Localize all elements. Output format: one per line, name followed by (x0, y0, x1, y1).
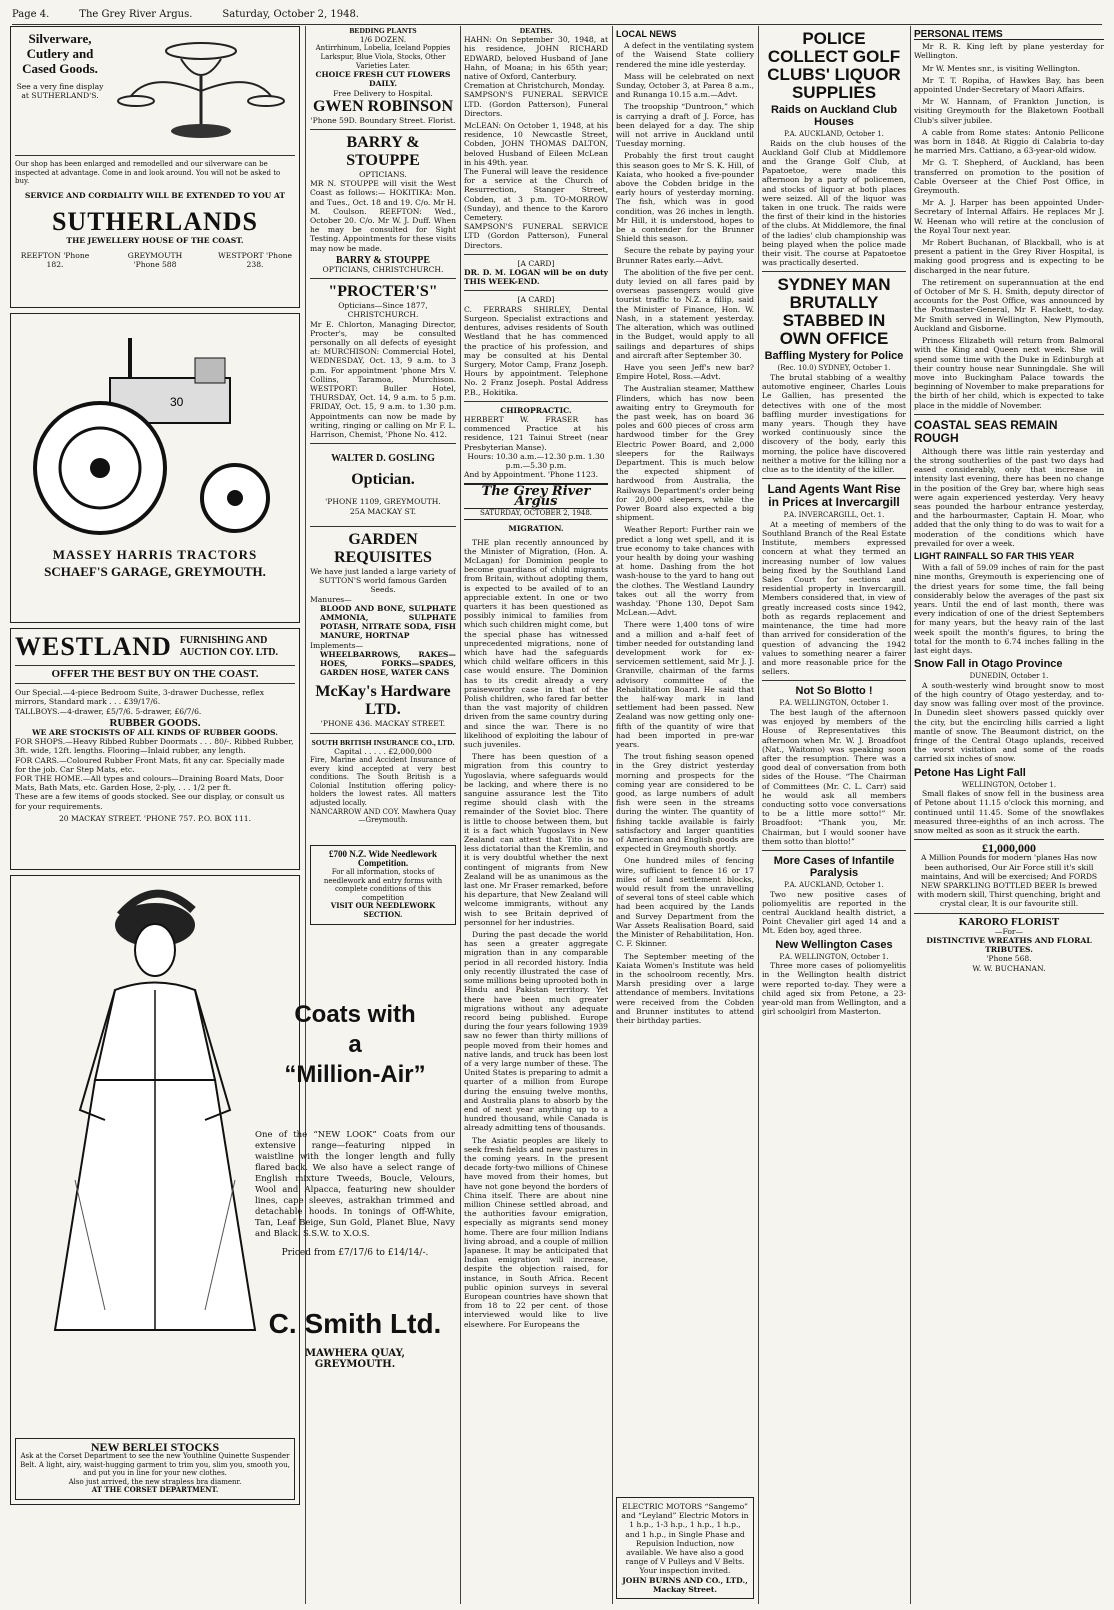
snow-otago-body: A south-westerly wind brought snow to most of the high country of Otago yesterday, and to-day snow was falling over most of the province. In Dunedin sleet showers passed quickly over the city, but the encircling hills carried a light mantle of snow. The Beaumont district, on the fringe of the Central Otago uplands, received the worst visitation and some of the roads carried six inches of snow. (914, 680, 1104, 764)
local-news-item: The troopship “Duntroon,” which is carrying a draft of J. Force, has been delayed for a day. The ship will not arrive in Auckland until Tuesday morning. (616, 102, 754, 149)
westland-ad (10, 628, 300, 870)
migration-para: THE plan recently announced by the Minister of Migration, (Hon. A. McLagan) for Dominion people to become guardians of child migrants from Britain, without adopting them, is expected to be availed of to an appreciable extent. In one or two quarters it has been questioned as possibly inimical to families from which such children might come, but the special phase has witnessed unprecedented migrations, none of which have had the safeguards which child welfare officers in this case would ensure. The Dominion has to its credit already a very praiseworthy case in that of the Polish children, who fared far better than the vast majority of children driven from the same country during and since the war. There is no likelihood of exploiting the labour of such juveniles. (464, 537, 608, 750)
coastal-seas-body: Although there was little rain yesterday and the strong southerlies of the past two days had eased considerably, only that increase in intensity last evening, there has been no change in the position of the Grey bar, where high seas were again experienced yesterday. Very heavy seas pounded the harbour entrance yesterday, and the harbourmaster, Captain H. Moar, who added that the only thing to do was to wait for a moderation of the conditions which have prevailed for over a week. (914, 446, 1104, 548)
silverware-title: Silverware, Cutlery and Cased Goods. (22, 31, 98, 76)
land-agents-headline: Land Agents Want Rise in Prices at Invercargill (767, 482, 901, 510)
migration-title: MIGRATION. (508, 524, 564, 534)
rubber-stockists: WE ARE STOCKISTS OF ALL KINDS OF RUBBER GOODS. (32, 728, 278, 738)
westland-special: Our Special.—4-piece Bedroom Suite, 3-drawer Duchesse, reflex mirrors, Standard mark . . . £39/17/6. (15, 688, 265, 707)
local-news-item: Mass will be celebrated on next Sunday, October 3, at Parea 8 a.m., and Runanga 10.15 a.m.—Advt. (616, 71, 754, 100)
local-news-item: Probably the first trout caught this season goes to Mr S. K. Hill, of Kaiata, who hooked a five-pounder above the Cobden bridge in the early hours of yesterday morning. The fish, which was in good condition, was 26 inches in length. Mr Hill, it is understood, hopes to be a contender for the Brunner Shield this season. (616, 151, 754, 244)
electric-motors-ad (616, 1497, 754, 1599)
c-smith-street: MAWHERA QUAY, (305, 1348, 405, 1359)
petone-headline: Petone Has Light Fall (914, 766, 1026, 779)
local-news-item: There were 1,400 tons of wire and a million and a-half feet of timber needed for outstanding land development work for ex-servicemen settlement, said Mr J. J. Granville, chairman of the farms advisory committee of the Rehabilitation Board. He said that the half-way mark in land settlement had been passed. New Zealand was now getting only one-fifth of the quantity of wire that had been imported in pre-war years. (616, 620, 754, 750)
migration-para: There has been question of a migration from this country to Yugoslavia, where safeguards would be lacking, and where there is no sanguine assurance lest the Tito regime should clash with the remainder of the Soviet bloc. There is little to choose between them, but it is a fact which Yugoslavs in New Zealand can attest that Tito is no less dictatorial than the Kremlin, and it is very doubtful whether the next contingent of migrants from New Zealand will be as unanimous as the last one. Mr Fraser remarked, before his departure, that New Zealand will welcome immigrants, without any wish to see Britain deprived of personnel for her industries. (464, 752, 608, 927)
chiropractic-appt: And by Appointment. 'Phone 1123. (464, 470, 599, 480)
column-rule (460, 26, 461, 1604)
branch-reefton: REEFTON 'Phone 182. (20, 251, 90, 270)
procters-sub: Opticians—Since 1877, CHRISTCHURCH. (338, 301, 428, 320)
page-number: Page 4. (12, 8, 50, 20)
berlei-box (15, 1438, 295, 1500)
column-rule (910, 26, 911, 1604)
sydney-subhead: Baffling Mystery for Police (764, 350, 904, 363)
westland-tallboys: TALLBOYS.—4-drawer, £5/7/6. 5-drawer, £6/7/6. (15, 706, 202, 716)
garden-requisites-ad (310, 531, 456, 729)
berlei-title: NEW BERLEI STOCKS (90, 1439, 220, 1454)
schaefs-garage: SCHAEF'S GARAGE, GREYMOUTH. (44, 564, 266, 580)
chiropractic-hours: Hours: 10.30 a.m.—12.30 p.m. 1.30 p.m.—5.30 p.m. (467, 451, 605, 470)
coastal-seas-headline: COASTAL SEAS REMAIN ROUGH (914, 417, 1058, 445)
implements-list: WHEELBARROWS, RAKES—HOES, FORKS—SPADES, GARDEN HOSE, WATER CANS (320, 649, 456, 678)
snow-otago-dateline: DUNEDIN, October 1. (969, 672, 1049, 681)
barry-stouppe-body: MR N. STOUPPE will visit the West Coast as follows:— HOKITIKA: Mon. and Tues., Oct. 18 and 19. C/o. Mr H. M. Coulson. REEFTON: Wed., October 20. C/o. Mr W. J. Duff. When he may be consulted for Sight Testing. Appointments for these visits may now be made. (310, 179, 456, 253)
death-hahn: HAHN: On September 30, 1948, at his residence, JOHN RICHARD EDWARD, beloved Husband of Jane Hahn, of Moana; in his 65th year; native of Oxford, Canterbury. (464, 35, 608, 82)
berlei-dept: AT THE CORSET DEPARTMENT. (91, 1485, 219, 1495)
bedding-cut-flowers: CHOICE FRESH CUT FLOWERS DAILY. (315, 70, 451, 89)
karoro-florist-ad (914, 915, 1104, 973)
rubber-shops: FOR SHOPS.—Heavy Ribbed Rubber Doormats . . . 80/-. Ribbed Rubber, 3ft. wide, 12ft. lengths. Flooring—Inlaid rubber, any length. (15, 737, 294, 756)
local-news-item: Weather Report: Further rain we predict a long wet spell, and it is true economy to take chances with your health by doing your washing at home. Dashing from the hot wash-house to the yard to hang out the clothes. The Westland Laundry takes out all the worry from washday. 'Phone 130, Depot Sam McLean.—Advt. (616, 525, 754, 618)
karoro-phone: 'Phone 568. (986, 954, 1032, 964)
bedding-list: Antirrhinum, Lobelia, Iceland Poppies Larkspur, Blue Viola, Stocks, Other Varieties Later. (315, 44, 451, 70)
personal-item: Mr W. Hannam, of Frankton Junction, is visiting Greymouth for the Blaketown Football Club's silver jubilee. (914, 97, 1104, 125)
police-headline: POLICE COLLECT GOLF CLUBS' LIQUOR SUPPLIES (767, 29, 901, 102)
gosling-phone: 'PHONE 1109, GREYMOUTH. (325, 497, 441, 507)
wellington-cases-dateline: P.A. WELLINGTON, October 1. (779, 952, 889, 961)
personal-item: Mr W. Mentes snr., is visiting Wellington. (922, 63, 1081, 73)
gosling-name: WALTER D. GOSLING (331, 453, 435, 465)
blotto-headline: Not So Blotto ! (795, 685, 873, 698)
insurance-name: SOUTH BRITISH INSURANCE CO., LTD. (311, 737, 455, 747)
blotto-body: The best laugh of the afternoon was enjoyed by members of the House of Representatives this afternoon when Mr. W. J. Broadfoot (Nat., Waitomo) was speaking soon after the resumption. There was a good deal of conversation from both sides of the House. “The Chairman of Committees (Mr. C. L. Carr) said he would ask all members conducting sotto voce conversations to be a little more sotto!” Mr. Broadfoot: “Thank you, Mr. Chairman, but I would sooner have them sotto than blotto!” (762, 707, 906, 846)
police-subhead: Raids on Auckland Club Houses (770, 104, 898, 128)
barry-stouppe-role-2: OPTICIANS, CHRISTCHURCH. (322, 265, 444, 275)
branch-greymouth: GREYMOUTH 'Phone 588 (127, 251, 183, 270)
personal-item: Mr A. J. Harper has been appointed Under-Secretary of Internal Affairs. He replaces Mr J. W. Heenan who will retire at the conclusion of the Royal Tour next year. (914, 198, 1104, 235)
berlei-body: Ask at the Corset Department to see the new Youthline Quinette Suspender Belt. A light, airy, waist-hugging garment to trim you, slim you, smooth you, and put you in line for your new clothes. (20, 1452, 290, 1478)
electric-motors-body: ELECTRIC MOTORS “Sangemo” and “Leyland” Electric Motors in 1 h.p., 1-3 h.p., 1 h.p., 1 h.p., and 1 h.p., in Single Phase and Repulsion Induction, now available. We have also a good range of V Pulleys and V Belts. Your inspection invited. (621, 1501, 749, 1576)
needlework-body: For all information, stocks of needlework and entry forms with complete conditions of this competition (323, 868, 443, 902)
silver-epergne-illustration (111, 31, 291, 151)
garden-title: GARDEN REQUISITES (334, 530, 432, 566)
massey-harris-title: MASSEY HARRIS TRACTORS (52, 547, 258, 563)
bedding-plants-ad (310, 26, 456, 125)
local-news-title: LOCAL NEWS (616, 29, 677, 39)
death-sampson-2: SAMPSON'S FUNERAL SERVICE LTD (Gordon Patterson), Funeral Directors. (464, 222, 608, 250)
wellington-cases-body: Three more cases of poliomyelitis in the Wellington health district were reported to-day. They were a child aged six from Petone, a 23-year-old man from Wellington, and a girl schoolgirl from Masterton. (762, 961, 906, 1017)
gwen-address: 'Phone 59D. Boundary Street. Florist. (310, 115, 456, 125)
column-3 (464, 26, 608, 1604)
million-title: £1,000,000 (982, 841, 1036, 856)
police-dateline: P.A. AUCKLAND, October 1. (784, 130, 884, 138)
sutherlands-name: SUTHERLANDS (51, 206, 259, 236)
sydney-dateline: (Rec. 10.0) SYDNEY, October 1. (777, 364, 891, 373)
local-news-item: The abolition of the five per cent. duty levied on all fares paid by overseas passengers would give tourist traffic to N.Z. a fillip, said the Minister of Finance, Hon. W. Nash, in a statement yesterday. The alteration, which was outlined in the Budget, would apply to all sailings and departures of ships and aircraft after September 30. (616, 267, 754, 360)
card-2-title: [A CARD] (517, 295, 555, 305)
c-smith-name: C. Smith Ltd. (268, 1308, 442, 1339)
barry-stouppe-name-2: BARRY & STOUPPE (335, 254, 431, 266)
personal-item: Mr R. R. King left by plane yesterday for Wellington. (914, 42, 1104, 61)
tractor-illustration (20, 318, 290, 548)
column-rule (758, 26, 759, 1604)
branch-westport: WESTPORT 'Phone 238. (217, 251, 293, 270)
paper-name: The Grey River Argus. (79, 8, 193, 20)
chiropractic-title: CHIROPRACTIC. (500, 405, 572, 415)
insurance-agents: NANCARROW AND COY. Mawhera Quay—Greymouth. (310, 807, 456, 825)
svg-text:30: 30 (170, 395, 184, 409)
death-mclean-funeral: The Funeral will leave the residence for a service at the Church of Resurrection, Stanger Street, Cobden, at 3 p.m. TO-MORROW (Sunday), and thence to the Karoro Cemetery. (464, 167, 608, 223)
needlework-ad (310, 845, 456, 925)
needlework-title: £700 N.Z. Wide Needlework Competition. (329, 848, 437, 868)
westland-name: WESTLAND (15, 632, 172, 661)
coats-ad (255, 990, 455, 1550)
migration-para: During the past decade the world has seen a greater aggregate migration than in any comparable period in all recorded history. India only recently illustrated the case of some millions being uprooted both in Hindu and Pakistan territory. Yet there have been much greater migrations without any adequate record being published. Europe during the four years following 1939 saw no fewer than thirty millions of people moved from their homes and native lands, and truck has been lost of a very large number of these. The United States is preparing to admit a quarter of a million from Europe during the ensuing twelve months, and Australia plans to absorb by the end of next year anything up to a hundred thousand, while Canada is already admitting tens of thousands. (464, 930, 608, 1133)
rainfall-headline: LIGHT RAINFALL SO FAR THIS YEAR (914, 550, 1075, 561)
coats-body: One of the “NEW LOOK” Coats from our extensive range—featuring nipped in waistline with the longer length and fully flared back. We also have a select range of English mixture Tweeds, Boucle, Velours, Wool and Alpacca, featuring new shoulder lines, cape sleeves, astrakhan trimmed and detachable hoods. In tonings of Off-White, Tan, Leaf Beige, Sun Gold, Planet Blue, Navy and Black. S.S.W. to X.O.S. (255, 1130, 455, 1239)
snow-otago-headline: Snow Fall in Otago Province (914, 658, 1063, 671)
chiropractic-body: HERBERT W. FRASER has commenced Practice at his residence, 121 Tainui Street (near Presbyterian Manse). (464, 414, 608, 452)
rubber-home: FOR THE HOME.—All types and colours—Draining Board Mats, Door Mats, Bath Mats, etc. Garden Hose, 2-ply, . . . 1/2 per ft. (15, 774, 284, 793)
editorial-masthead: The Grey River Argus (464, 483, 608, 508)
death-sampson-1: SAMPSON'S FUNERAL SERVICE LTD. (Gordon Patterson), Funeral Directors. (464, 90, 608, 118)
page-date: Saturday, October 2, 1948. (222, 8, 359, 20)
gosling-ad (310, 448, 456, 522)
deaths-title: DEATHS. (519, 26, 553, 35)
needlework-visit: VISIT OUR NEEDLEWORK SECTION. (330, 901, 436, 920)
local-news-item: The Australian steamer, Matthew Flinders, which has now been awaiting entry to Greymouth for the past week, has on board 36 poles and 600 pieces of cross arm hardwood timber for the Grey Electric Power Board, and 2,000 sleepers for the Railways Department. This is much below the expected shipment of hardwood from Australia, the Railways Department's order being for 20,000 sleepers, while the Power Board also expected a big shipment. (616, 384, 754, 523)
local-news-item: The September meeting of the Kaiata Women's Institute was held in the schoolroom recently, Mrs. Marsh presiding over a large attendance of members. Invitations were received from the Cobden and Brunner institutes to attend their birthday parties. (616, 951, 754, 1025)
insurance-body: Fire, Marine and Accident Insurance of every kind accepted at very best conditions. The South British is a Colonial Institution offering policy-holders the lowest rates. All matters adjusted locally. (310, 755, 456, 807)
column-5 (762, 26, 906, 1604)
card-1-title: [A CARD] (517, 258, 555, 268)
barry-stouppe-ad (310, 134, 456, 274)
silverware-service: SERVICE AND CORDIALITY WILL BE EXTENDED TO YOU AT (24, 190, 286, 200)
police-body: Raids on the club houses of the Auckland Golf Club at Middlemore and the Grange Golf Club, at Papatoetoe, were made this afternoon by a party of policemen, and stocks of liquor at both places were seized. All of the liquor was taken in one truck. The raids were the first of their kind in the histories of the clubs. At Middlemore, the final of the ladies' club championship was being played when the police made their visit. The course at Papatoetoe was practically deserted. (762, 138, 906, 268)
massey-harris-ad (10, 313, 300, 623)
sydney-body: The brutal stabbing of a wealthy automotive engineer, Charles Louis Le Gallien, has presented the detectives with one of the most baffling murder investigations for many years. Though they have worked continuously since the discovery of the body, early this morning, the police have discovered neither a motive for the killing nor a clue as to the identity of the killer. (762, 373, 906, 475)
petone-dateline: WELLINGTON, October 1. (961, 780, 1057, 789)
rainfall-body: With a fall of 59.09 inches of rain for the past nine months, Greymouth is experiencing one of the driest years for some time, the fall being considerably below the averages of the past six years. Until the end of last month, there was every indication of one of the driest Septembers for many years, but the heavy rain of the last week spoilt the month's figures, to bring the total for the month to 6.74 inches falling in the last eight days. (914, 563, 1104, 655)
gwen-robinson: GWEN ROBINSON (312, 97, 454, 115)
card-1: DR. D. M. LOGAN will be on duty THIS WEEK-END. (464, 268, 608, 287)
card-2: C. FERRARS SHIRLEY, Dental Surgeon. Specialist extractions and dentures, advises residents of South Westland that he has commenced the practice of his profession, and may be consulted at his Dental Surgery, Motor Camp, Franz Joseph. Hours by appointment. Telephone No. 2 Franz Joseph. Postal Address P.B., Hokitika. (464, 304, 608, 397)
personal-item: A cable from Rome states: Antonio Pellicone was born in 1848. At Riggio di Calabria to-day he married Mrs. Cattiano, a 63-year-old widow. (914, 127, 1104, 156)
coats-headline-2: a (348, 1031, 362, 1058)
personal-items-title: PERSONAL ITEMS (914, 30, 1104, 40)
death-hahn-cremation: Cremation at Christchurch, Monday. (464, 81, 605, 91)
westland-address: 20 MACKAY STREET. 'PHONE 757. P.O. BOX 111. (58, 813, 252, 823)
karoro-owner: W. W. BUCHANAN. (972, 963, 1046, 973)
berlei-also: Also just arrived, the new strapless bra diamenr. (68, 1477, 242, 1486)
bedding-price: 1/6 DOZEN. (359, 35, 407, 45)
migration-para: The Asiatic peoples are likely to seek fresh fields and new pastures in the coming years. In the present decade forty-two millions of Chinese have moved from their homes, but have not gone beyond the borders of China itself. There are about nine million Chinese settled abroad, and the authorities favour emigration, especially as migrants send money home. There are four million Indians living abroad, and a couple of million Japanese. It may be anticipated that Indian emigration will increase, despite the objection raised, for instance, in South Africa. Recent public opinion surveys in several European countries have shown that from 18 to 22 per cent. of those interviewed would like to live elsewhere. For Europeans the (464, 1135, 608, 1329)
petone-body: Small flakes of snow fell in the business area of Petone about 11.15 o'clock this morning, and continued until 11.45. Some of the snowflakes measured three-eighths of an inch across. The snow melted as soon as it struck the earth. (914, 789, 1104, 836)
personal-item: Mr Robert Buchanan, of Blackball, who is at present a patient in the Grey River Hospital, is making good progress and is expecting to be discharged in the near future. (914, 238, 1104, 275)
barry-stouppe-role: OPTICIANS. (359, 170, 407, 179)
coats-headline-3: “Million-Air” (284, 1061, 426, 1088)
mckays-phone: 'PHONE 436. MACKAY STREET. (320, 719, 446, 729)
mckays-hardware: McKay's Hardware LTD. (315, 683, 451, 719)
gosling-role: Optician. (351, 471, 415, 489)
sydney-headline: SYDNEY MAN BRUTALLY STABBED IN OWN OFFICE (777, 275, 891, 349)
bedding-title: BEDDING PLANTS (349, 26, 417, 35)
westland-sub: FURNISHING AND AUCTION COY. LTD. (179, 635, 279, 658)
million-verse: A Million Pounds for modern 'planes Has now been authorised, Our Air Force still it's skill maintains, And will be exercised; And FORDS NEW SPARKLING BOTTLED BEER Is brewed with modern skill, Thirst quenching, bright and crystal clear, It is our favourite still. (917, 853, 1101, 909)
procters-body: Mr E. Chlorton, Managing Director, Procter's, may be consulted personally on all defects of eyesight at: MURCHISON: Commercial Hotel, WEDNESDAY, Oct. 13, 9 a.m. to 3 p.m. For appointment 'phone Mrs V. Collins, Taramoa, Murchison. WESTPORT: Buller Hotel, THURSDAY, Oct. 14, 9 a.m. to 5 p.m. FRIDAY, Oct. 15, 9 a.m. to 1.30 p.m. Appointments can now be made by writing, ringing or calling on Mr F. L. Harrison, Chemist, 'Phone No. 412. (310, 319, 456, 440)
insurance-ad (310, 738, 456, 825)
local-news-item: A defect in the ventilating system of the Waisend State colliery rendered the mine idle yesterday. (616, 41, 754, 69)
rubber-goods-title: RUBBER GOODS. (109, 716, 201, 729)
column-6 (914, 26, 1104, 1604)
local-news-item: Secure the rebate by paying your Brunner Rates early.—Advt. (616, 246, 754, 265)
paralysis-body: Two new positive cases of poliomyelitis are reported in the central Auckland health district, a Point Chevalier girl aged 14 and a Mt. Eden boy, aged three. (762, 889, 906, 936)
implements-label: Implements— (310, 640, 364, 650)
coats-price: Priced from £7/17/6 to £14/14/-. (281, 1248, 429, 1258)
land-agents-dateline: P.A. INVERCARGILL, Oct. 1. (783, 511, 885, 520)
page-header (12, 4, 1102, 25)
coats-headline-1: Coats with (294, 1001, 416, 1028)
sutherlands-tagline: THE JEWELLERY HOUSE OF THE COAST. (66, 235, 244, 245)
procters-ad (310, 283, 456, 439)
blotto-dateline: P.A. WELLINGTON, October 1. (779, 699, 889, 708)
gosling-address: 25A MACKAY ST. (349, 506, 417, 516)
barry-stouppe-name: BARRY & STOUPPE (346, 134, 420, 169)
manures-label: Manures— (310, 594, 352, 604)
rubber-cars: FOR CARS.—Coloured Rubber Front Mats, fit any car. Specially made for the job. Car Step Mats, etc. (15, 755, 285, 774)
silverware-body: Our shop has been enlarged and remodelled and our silverware can be inspected at advantage. Come in and look around. You will not be asked to buy. (15, 160, 281, 186)
karoro-for: —For— (994, 926, 1024, 936)
column-4 (616, 26, 754, 1604)
garden-intro: We have just landed a large variety of SUTTON'S world famous Garden Seeds. (310, 566, 456, 595)
insurance-capital: Capital . . . . . £2,000,000 (334, 746, 432, 756)
karoro-name: KARORO FLORIST (958, 915, 1060, 928)
column-rule (612, 26, 613, 1604)
local-news-item: The trout fishing season opened in the Grey district yesterday morning and prospects for the coming year are considered to be good, as large numbers of adult fish were seen in the streams during the winter. The quantity of fishing tackle available is fairly satisfactory and larger quantities of American and English goods are expected in Greymouth shortly. (616, 752, 754, 854)
paralysis-headline: More Cases of Infantile Paralysis (773, 854, 895, 879)
c-smith-town: GREYMOUTH. (314, 1359, 396, 1370)
manures-list: BLOOD AND BONE, SULPHATE AMMONIA, SULPHATE POTASH, NITRATE SODA, FISH MANURE, HORTNAP (320, 603, 456, 641)
local-news-item: Have you seen Jeff's new bar? Empire Hotel, Ross.—Advt. (616, 362, 754, 382)
electric-motors-firm: JOHN BURNS AND CO., LTD., Mackay Street. (622, 1575, 748, 1594)
woman-in-coat-illustration (15, 880, 295, 1350)
personal-item: Mr G. T. Shepherd, of Auckland, has been transferred on promotion to the position of Cable Overseer at the Chief Post Office, in Greymouth. (914, 158, 1104, 196)
karoro-body: DISTINCTIVE WREATHS AND FLORAL TRIBUTES. (926, 936, 1092, 955)
paralysis-dateline: P.A. AUCKLAND, October 1. (784, 880, 884, 889)
land-agents-body: At a meeting of members of the Southland Branch of the Real Estate Institute, members expressed concern at what they termed an increasing number of low values being fixed by the Southland Land Sales Court for sections and residential property in Invercargill. Members considered that, in view of greatly increased costs since 1942, both as regards replacement and maintenance, the time had more than arrived for consideration of the question of advancing the 1942 values to something nearer a fairer and more reasonable price for the sellers. (762, 519, 906, 677)
westland-note: These are a few items of goods stocked. See our display, or consult us for your requirements. (15, 792, 285, 811)
personal-item: Princess Elizabeth will return from Balmoral with the King and Queen next week. She will spend some time with the Duke in Edinburgh at their country house near Sunningdale. She will move into Buckingham Palace towards the beginning of November to make preparations for the birth of her child, which is expected to take place in the middle of November. (914, 336, 1104, 410)
procters-name: "PROCTER'S" (328, 283, 438, 301)
personal-item: The retirement on superannuation at the end of October of Mr S. H. Smith, deputy director of accounts for the Post Office, was announced by the Postmaster-General, Mr F. Hackett, to-day. Mr Smith served in Wellington, New Plymouth, Auckland and Gisborne. (914, 277, 1104, 333)
bedding-delivery: Free Delivery to Hospital. (333, 88, 433, 98)
sutherlands-ad (10, 26, 300, 308)
local-news-item: One hundred miles of fencing wire, sufficient to fence 16 or 17 miles of land settlement blocks, would result from the unravelling of several tons of steel cable which had been acquired by the Lands and Survey Department from the War Assets Realisation Board, said the Minister of Rehabilitation, Hon. C. F. Skinner. (616, 856, 754, 949)
westland-offer: OFFER THE BEST BUY ON THE COAST. (51, 668, 259, 680)
silverware-see: See a very fine display at SUTHERLAND'S. (16, 82, 104, 101)
editorial-date: SATURDAY, OCTOBER 2, 1948. (464, 509, 608, 521)
death-mclean: McLEAN: On October 1, 1948, at his residence, 10 Newcastle Street, Cobden, JOHN THOMAS DALTON, beloved Husband of Eileen McLean in his 49th. year. (464, 121, 608, 167)
personal-item: Mr T. T. Ropiha, of Hawkes Bay, has been appointed Under-Secretary of Maori Affairs. (914, 75, 1104, 95)
wellington-cases-headline: New Wellington Cases (775, 938, 893, 951)
